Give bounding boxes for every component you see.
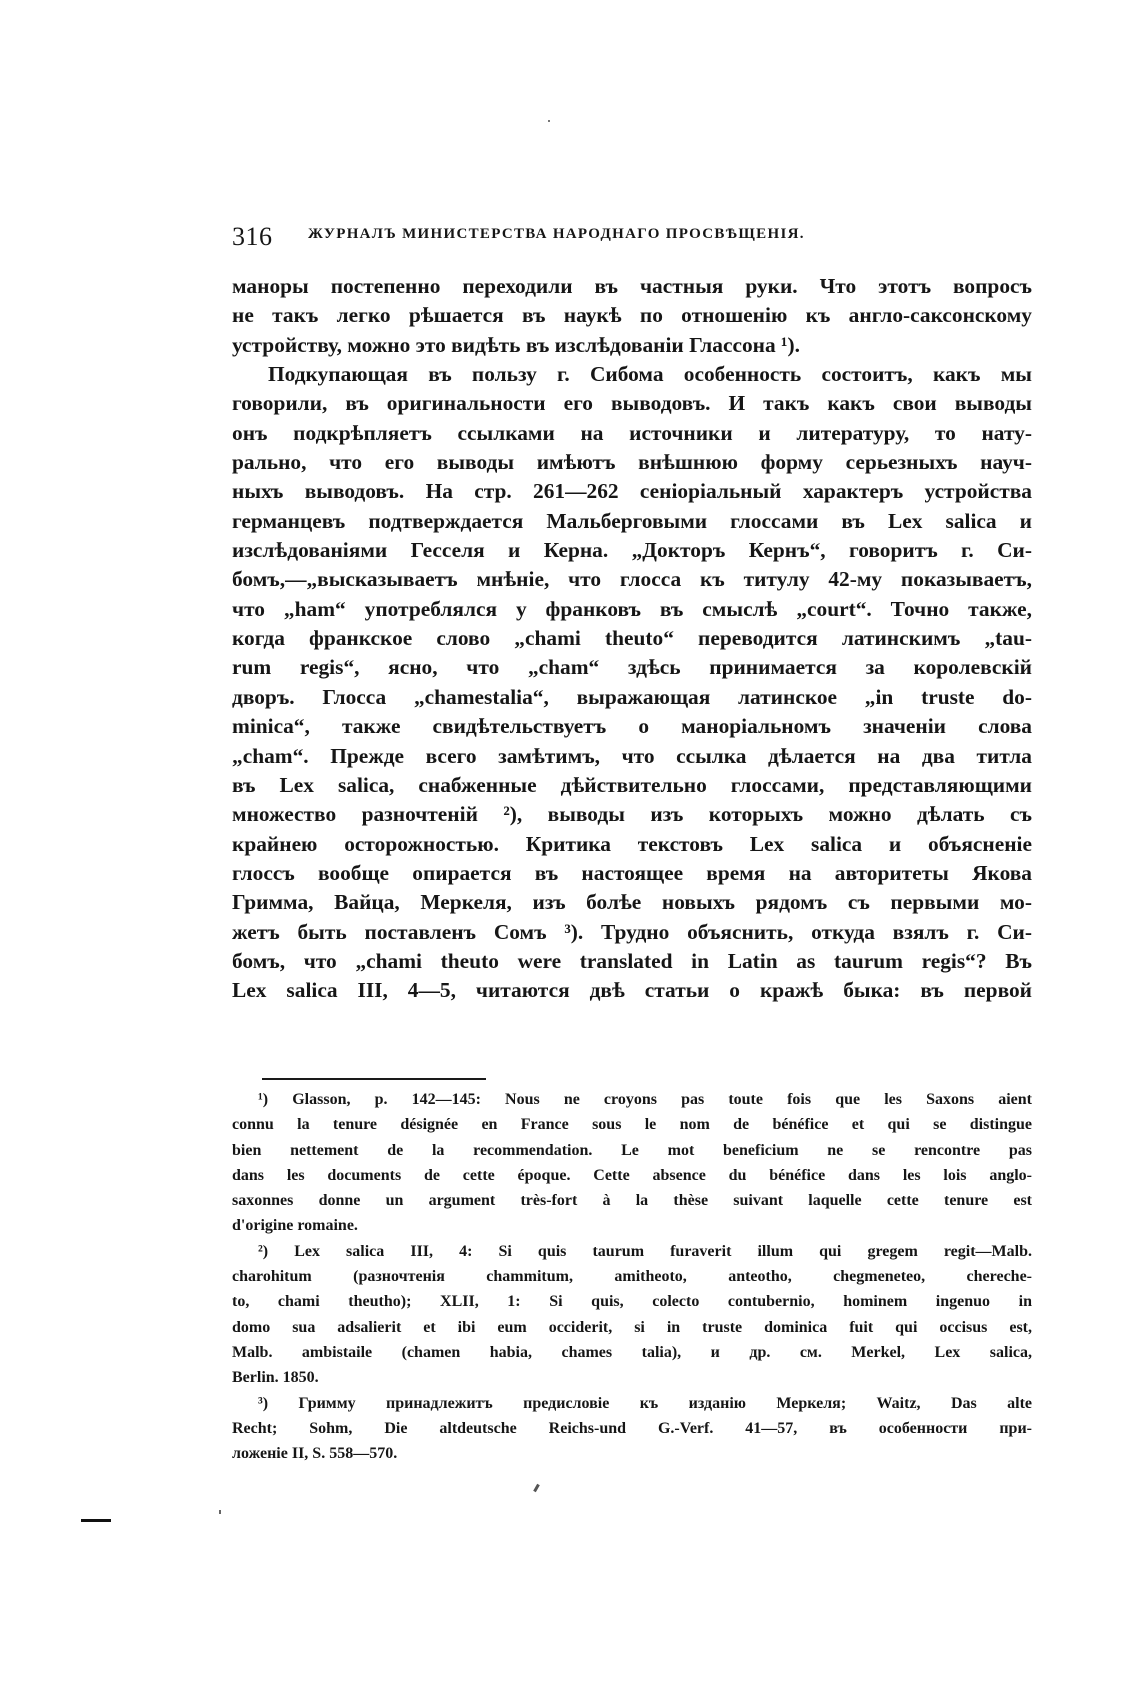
- text-line: изслѣдованіями Гесселя и Керна. „Докторъ Кернъ“, говоритъ г. Си-: [232, 538, 1032, 563]
- scan-speck: [548, 120, 550, 122]
- footnotes: [232, 1087, 1032, 1466]
- footnote-line: ¹) Glasson, p. 142—145: Nous ne croyons pas toute fois que les Saxons aient: [258, 1091, 1032, 1108]
- text-line: крайнею осторожностью. Критика текстовъ Lex salica и объясненіе: [232, 831, 1032, 856]
- text-line: бомъ, что „chami theuto were translated in Latin as taurum regis“? Въ: [232, 948, 1032, 973]
- footnote-line: ложеніе II, S. 558—570.: [232, 1445, 398, 1463]
- footnote-line: charohitum (разночтенія chammitum, amitheoto, anteotho, chegmeneteo, chereche-: [232, 1268, 1032, 1286]
- footnote-divider: [262, 1078, 486, 1080]
- page-header: [232, 222, 962, 252]
- text-line: устройству, можно это видѣть въ изслѣдованіи Глассона ¹).: [232, 332, 800, 357]
- text-line: говорили, въ оригинальности его выводовъ. И такъ какъ свои выводы: [232, 391, 1032, 416]
- text-line: ныхъ выводовъ. На стр. 261—262 сеніоріальный характеръ устройства: [232, 479, 1032, 504]
- footnote-line: Berlin. 1850.: [232, 1369, 319, 1387]
- text-line: minica“, также свидѣтельствуетъ о манорiальномъ значеніи слова: [232, 714, 1032, 739]
- footnote-line: connu la tenure désignée en France sous le nom de bénéfice et qui se distingue: [232, 1116, 1032, 1134]
- text-line: маноры постепенно переходили въ частныя руки. Что этотъ вопросъ: [232, 274, 1032, 298]
- main-text: [232, 272, 1032, 1006]
- footnote-line: saxonnes donne un argument très-fort à la thèse suivant laquelle cette tenure est: [232, 1192, 1032, 1210]
- scan-speck: [219, 1510, 221, 1514]
- text-line: жетъ быть поставленъ Сомъ ³). Трудно объяснить, откуда взялъ г. Си-: [232, 919, 1032, 944]
- scan-tick-mark: [533, 1484, 540, 1492]
- text-line: что „ham“ употреблялся у франковъ въ смыслѣ „court“. Точно также,: [232, 596, 1032, 621]
- footnote-line: dans les documents de cette époque. Cette absence du bénéfice dans les lois anglo-: [232, 1166, 1032, 1184]
- text-line: когда франкское слово „chami theuto“ переводится латинскимъ „tau-: [232, 626, 1032, 651]
- text-line: въ Lex salica, снабженные дѣйствительно глоссами, представляющими: [232, 772, 1032, 797]
- text-line: Подкупающая въ пользу г. Сибома особенность состоитъ, какъ мы: [268, 362, 1032, 387]
- footnote-line: bien nettement de la recommendation. Le mot beneficium ne se rencontre pas: [232, 1141, 1032, 1159]
- footnote-line: Recht; Sohm, Die altdeutsche Reichs-und G.-Verf. 41—57, въ особенности при-: [232, 1419, 1032, 1437]
- footnote-line: Malb. ambistaile (chamen habia, chames talia), и др. см. Merkel, Lex salica,: [232, 1343, 1032, 1361]
- text-line: германцевъ подтверждается Мальберговыми глоссами въ Lex salica и: [232, 508, 1032, 533]
- text-line: rum regis“, ясно, что „cham“ здѣсь принимается за королевскій: [232, 655, 1032, 680]
- footnote-line: to, chami theutho); XLII, 1: Si quis, colecto contubernio, hominem ingenuo in: [232, 1293, 1032, 1311]
- scan-edge-mark: [81, 1519, 111, 1522]
- text-line: глоссъ вообще опирается въ настоящее время на авторитеты Якова: [232, 860, 1032, 885]
- text-line: „cham“. Прежде всего замѣтимъ, что ссылка дѣлается на два титла: [232, 743, 1032, 768]
- footnote-line: d'origine romaine.: [232, 1217, 358, 1235]
- text-line: бомъ,—„высказываетъ мнѣніе, что глосса къ титулу 42-му показываетъ,: [232, 567, 1032, 592]
- text-line: не такъ легко рѣшается въ наукѣ по отношенію къ англо-саксонскому: [232, 303, 1032, 328]
- footnote-line: ²) Lex salica III, 4: Si quis taurum furaverit illum qui gregem regit—Malb.: [258, 1242, 1032, 1260]
- running-title: ЖУРНАЛЪ МИНИСТЕРСТВА НАРОДНАГО ПРОСВѢЩЕНІЯ.: [308, 226, 805, 242]
- text-line: дворъ. Глосса „chamestalia“, выражающая латинское „in truste do-: [232, 684, 1032, 709]
- text-line: Lex salica III, 4—5, читаются двѣ статьи о кражѣ быка: въ первой: [232, 978, 1032, 1003]
- footnote-line: ³) Гримму принадлежитъ предисловіе къ изданію Меркеля; Waitz, Das alte: [258, 1394, 1032, 1412]
- text-line: рально, что его выводы имѣютъ внѣшнюю форму серьезныхъ науч-: [232, 450, 1032, 475]
- text-line: онъ подкрѣпляетъ ссылками на источники и литературу, то нату-: [232, 420, 1032, 445]
- footnote-line: domo sua adsalierit et ibi eum occiderit, si in truste dominica fuit qui occisus est,: [232, 1318, 1032, 1336]
- text-line: Гримма, Вайца, Меркеля, изъ болѣе новыхъ рядомъ съ первыми мо-: [232, 890, 1032, 915]
- text-line: множество разночтеній ²), выводы изъ которыхъ можно дѣлать съ: [232, 802, 1032, 827]
- page-number: 316: [232, 222, 273, 251]
